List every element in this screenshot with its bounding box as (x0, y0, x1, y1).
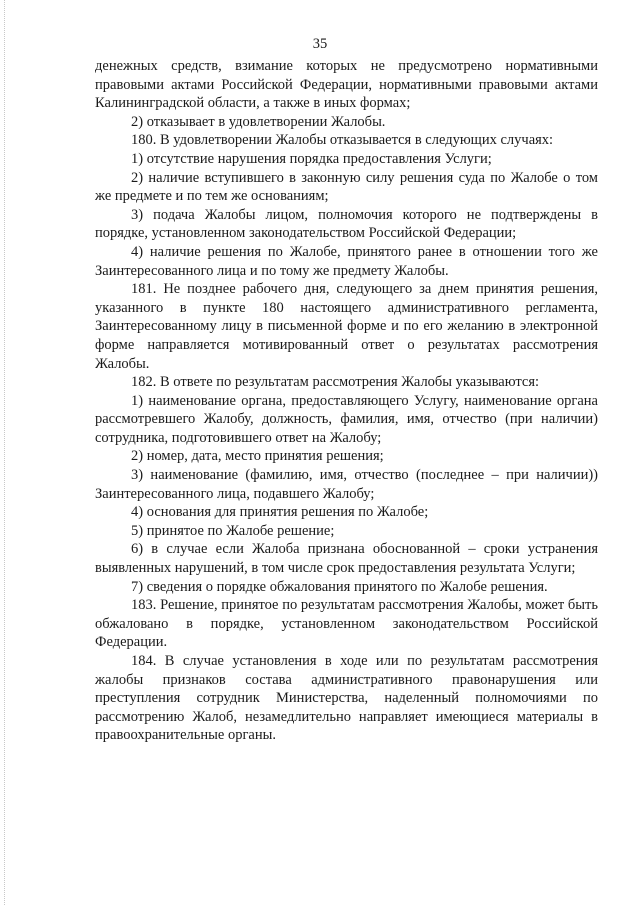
page-number: 35 (312, 36, 328, 52)
clause-182-item-3: 3) наименование (фамилию, имя, отчество (последнее – при наличии)) Заинтересованного лица, подавшего Жалобу; (95, 467, 598, 502)
clause-182-item-6: 6) в случае если Жалоба признана обоснованной – сроки устранения выявленных нарушений, в том числе срок предоставления результата Услуги; (95, 541, 598, 577)
clause-180: 180. В удовлетворении Жалобы отказывается в следующих случаях: (131, 132, 554, 149)
paragraph-continuation: денежных средств, взимание которых не предусмотрено нормативными правовыми актами Российской Федерации, нормативными правовыми актами Калининградской области, а также в иных формах; (95, 58, 598, 112)
binding-margin-line (4, 0, 5, 905)
clause-181: 181. Не позднее рабочего дня, следующего за днем принятия решения, указанного в пункте 180 настоящего административного регламента, Заинтересованному лицу в письменной форме и по его желанию в электронной форме направляется мотивированный ответ о результатах рассмотрения Жалобы. (95, 281, 598, 372)
clause-182-item-5: 5) принятое по Жалобе решение; (131, 522, 335, 539)
list-item-refuse: 2) отказывает в удовлетворении Жалобы. (131, 113, 386, 130)
clause-180-item-3: 3) подача Жалобы лицом, полномочия которого не подтверждены в порядке, установленном законодательством Российской Федерации; (95, 206, 598, 242)
clause-182-item-4: 4) основания для принятия решения по Жалобе; (131, 504, 429, 521)
clause-180-item-4: 4) наличие решения по Жалобе, принятого ранее в отношении того же Заинтересованного лица и по тому же предмету Жалобы. (95, 243, 598, 279)
clause-183: 183. Решение, принятое по результатам рассмотрения Жалобы, может быть обжаловано в порядке, установленном законодательством Российской Федерации. (95, 597, 598, 651)
clause-180-item-1: 1) отсутствие нарушения порядка предоставления Услуги; (131, 150, 492, 167)
clause-182-item-7: 7) сведения о порядке обжалования принятого по Жалобе решения. (131, 578, 548, 595)
clause-182-item-2: 2) номер, дата, место принятия решения; (131, 448, 384, 465)
clause-184: 184. В случае установления в ходе или по результатам рассмотрения жалобы признаков состава административного правонарушения или преступления сотрудник Министерства, наделенный полномочиями по рассмотрению Жалоб, незамедлительно направляет имеющиеся материалы в правоохранительные органы. (95, 653, 598, 744)
clause-182-item-1: 1) наименование органа, предоставляющего Услугу, наименование органа рассмотревшего Жалобу, должность, фамилия, имя, отчество (при наличии) сотрудника, подготовившего ответ на Жалобу; (95, 392, 598, 446)
clause-182: 182. В ответе по результатам рассмотрения Жалобы указываются: (131, 374, 540, 391)
document-body (95, 57, 598, 745)
clause-180-item-2: 2) наличие вступившего в законную силу решения суда по Жалобе о том же предмете и по тем же основаниям; (95, 169, 598, 205)
